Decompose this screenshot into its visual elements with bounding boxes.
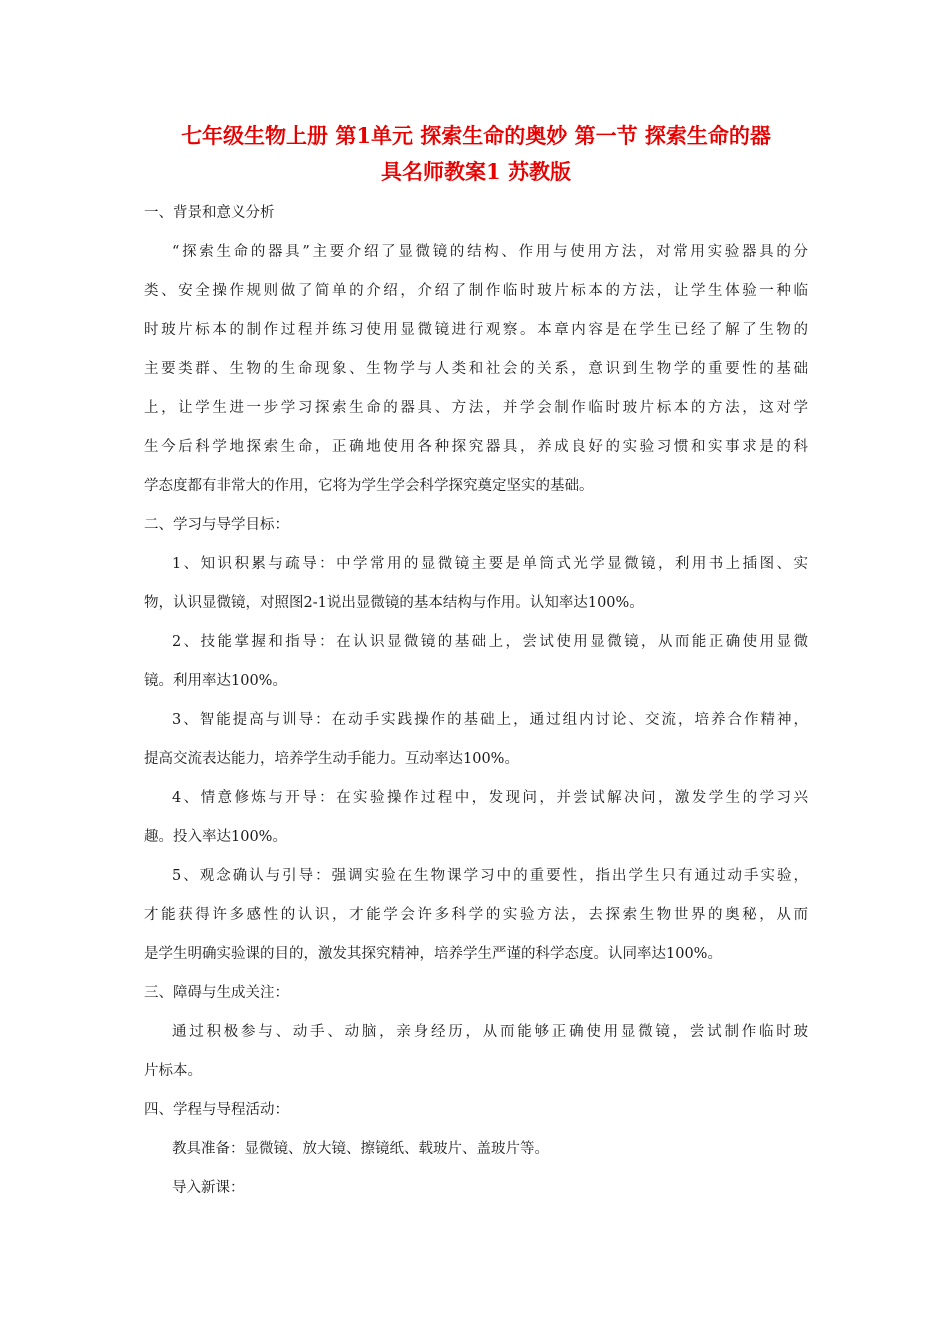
paragraph-line: 镜。利用率达100%。 <box>144 673 287 689</box>
section-activities <box>144 1091 808 1208</box>
section-obstacles <box>144 974 808 1091</box>
section-heading: 一、背景和意义分析 <box>144 205 275 221</box>
paragraph-line: 学态度都有非常大的作用，它将为学生学会科学探究奠定坚实的基础。 <box>144 478 594 494</box>
section-heading: 三、障碍与生成关注： <box>144 985 289 1001</box>
objective-item <box>144 701 808 779</box>
paragraph-line: 上，让学生进一步学习探索生命的器具、方法，并学会制作临时玻片标本的方法，这对学 <box>144 400 808 416</box>
paragraph-line: 趣。投入率达100%。 <box>144 829 287 845</box>
section-heading: 四、学程与导程活动： <box>144 1102 289 1118</box>
paragraph-line: 是学生明确实验课的目的，激发其探究精神，培养学生严谨的科学态度。认同率达100%。 <box>144 946 722 962</box>
objective-item <box>144 623 808 701</box>
objective-item <box>144 545 808 623</box>
paragraph-line: 导入新课： <box>172 1180 245 1196</box>
paragraph-line: 片标本。 <box>144 1063 202 1079</box>
section-objectives <box>144 506 808 974</box>
paragraph <box>144 1169 808 1208</box>
paragraph-line: 2、技能掌握和指导：在认识显微镜的基础上，尝试使用显微镜，从而能正确使用显微 <box>172 634 808 650</box>
paragraph-line: 通过积极参与、动手、动脑，亲身经历，从而能够正确使用显微镜，尝试制作临时玻 <box>172 1024 808 1040</box>
document-title <box>144 118 808 190</box>
paragraph-line: 生今后科学地探索生命，正确地使用各种探究器具，养成良好的实验习惯和实事求是的科 <box>144 439 808 455</box>
title-line-2: 具名师教案1 苏教版 <box>381 159 571 184</box>
paragraph <box>144 1013 808 1091</box>
paragraph-line: “探索生命的器具”主要介绍了显微镜的结构、作用与使用方法，对常用实验器具的分 <box>172 244 808 260</box>
paragraph-line: 教具准备：显微镜、放大镜、擦镜纸、载玻片、盖玻片等。 <box>172 1141 549 1157</box>
paragraph-line: 才能获得许多感性的认识，才能学会许多科学的实验方法，去探索生物世界的奥秘，从而 <box>144 907 808 923</box>
paragraph-line: 提高交流表达能力，培养学生动手能力。互动率达100%。 <box>144 751 519 767</box>
paragraph-line: 主要类群、生物的生命现象、生物学与人类和社会的关系，意识到生物学的重要性的基础 <box>144 361 808 377</box>
paragraph-line: 类、安全操作规则做了简单的介绍，介绍了制作临时玻片标本的方法，让学生体验一种临 <box>144 283 808 299</box>
title-line-1: 七年级生物上册 第1单元 探索生命的奥妙 第一节 探索生命的器 <box>181 123 771 148</box>
paragraph-line: 1、知识积累与疏导：中学常用的显微镜主要是单筒式光学显微镜，利用书上插图、实 <box>172 556 808 572</box>
document-page <box>144 118 808 1208</box>
paragraph <box>144 1130 808 1169</box>
section-heading: 二、学习与导学目标： <box>144 517 289 533</box>
paragraph-line: 4、情意修炼与开导：在实验操作过程中，发现问，并尝试解决问，激发学生的学习兴 <box>172 790 808 806</box>
objective-item <box>144 779 808 857</box>
objective-item <box>144 857 808 974</box>
paragraph-line: 时玻片标本的制作过程并练习使用显微镜进行观察。本章内容是在学生已经了解了生物的 <box>144 322 808 338</box>
paragraph <box>144 233 808 506</box>
paragraph-line: 3、智能提高与训导：在动手实践操作的基础上，通过组内讨论、交流，培养合作精神， <box>172 712 808 728</box>
section-background <box>144 194 808 506</box>
paragraph-line: 5、观念确认与引导：强调实验在生物课学习中的重要性，指出学生只有通过动手实验， <box>172 868 808 884</box>
paragraph-line: 物，认识显微镜，对照图2-1说出显微镜的基本结构与作用。认知率达100%。 <box>144 595 644 611</box>
